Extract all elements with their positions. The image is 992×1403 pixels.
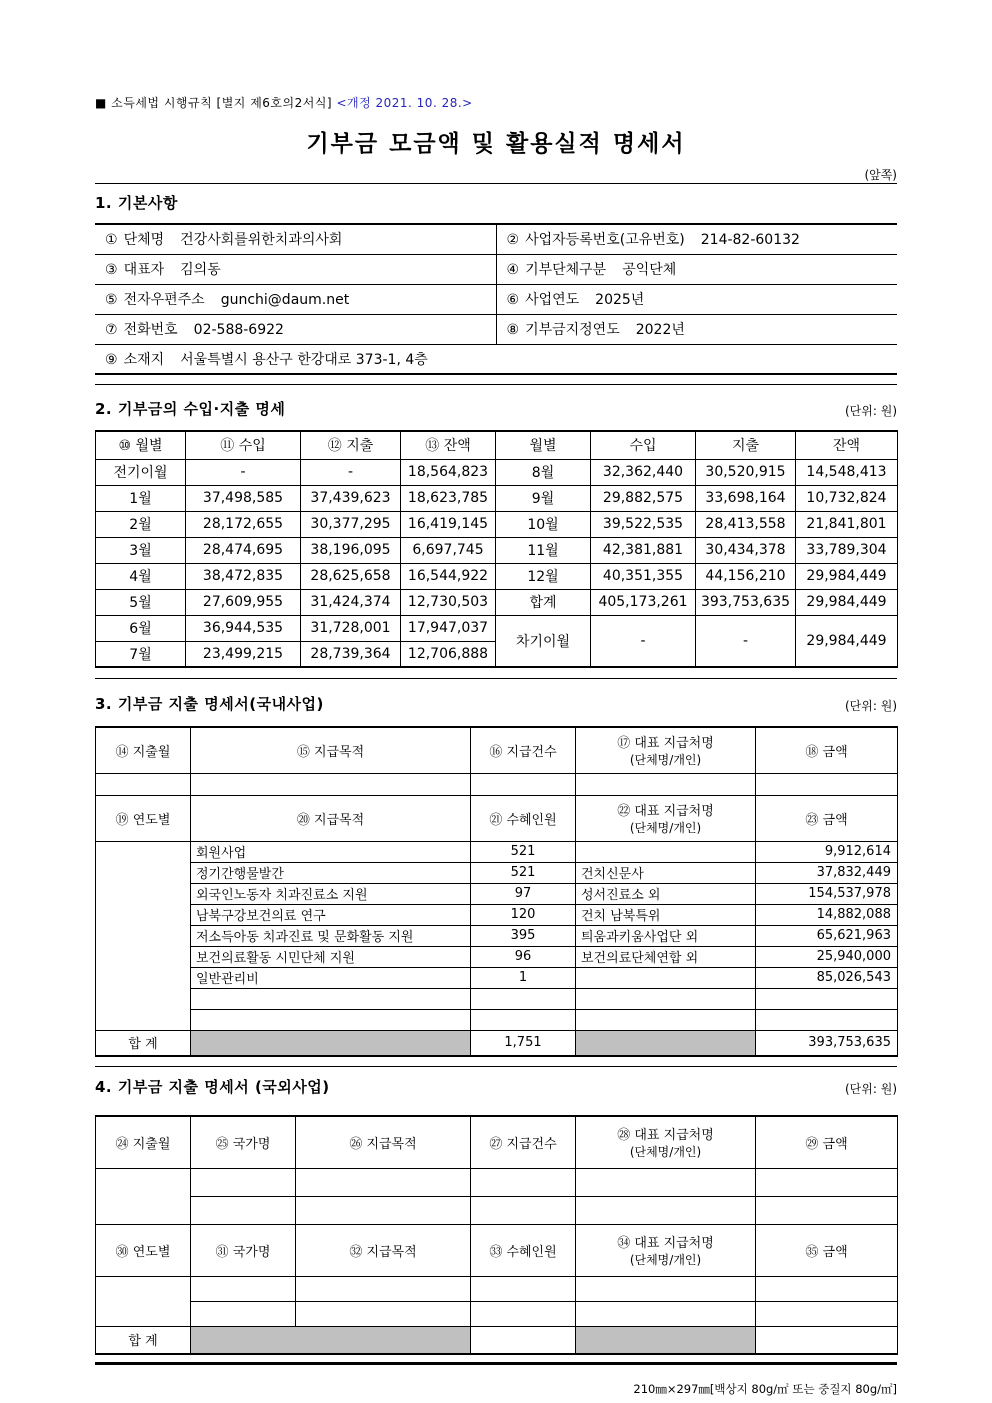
count-cell: 521 (471, 862, 576, 883)
column-header: 수입 (591, 431, 696, 459)
column-header: ㉑ 수혜인원 (471, 795, 576, 841)
table-row (96, 485, 898, 511)
table-cell: 28,172,655 (186, 511, 301, 537)
table-cell: 4월 (96, 563, 186, 589)
purpose-cell: 일반관리비 (191, 967, 471, 988)
field-designation-year (496, 314, 897, 344)
table-cell: 18,623,785 (401, 485, 496, 511)
table-cell (296, 1168, 471, 1196)
column-header: 지출 (696, 431, 796, 459)
table-cell: 31,728,001 (301, 615, 401, 641)
field-value: 건강사회를위한치과의사회 (180, 232, 343, 249)
table-cell: 합계 (496, 589, 591, 615)
column-header: ㉓ 금액 (756, 795, 898, 841)
domestic-expense-table (95, 726, 898, 1057)
divider (95, 678, 897, 679)
table-cell: 38,196,095 (301, 537, 401, 563)
table-row (96, 563, 898, 589)
table-header-row (96, 1116, 898, 1168)
field-phone (95, 314, 496, 344)
count-cell: 97 (471, 883, 576, 904)
unit-label: (단위: 원) (845, 699, 897, 713)
count-cell: 120 (471, 904, 576, 925)
table-row (96, 1168, 898, 1196)
table-cell: 18,564,823 (401, 459, 496, 485)
column-header: ㉒ 대표 지급처명 (단체명/개인) (576, 795, 756, 841)
table-row (95, 284, 897, 314)
field-address (95, 344, 897, 374)
table-cell: 14,548,413 (796, 459, 898, 485)
shaded-cell (191, 1326, 471, 1354)
basic-info-table (95, 223, 897, 375)
overseas-expense-table (95, 1115, 898, 1355)
table-cell: 393,753,635 (696, 589, 796, 615)
form-reference-text: ■ 소득세법 시행규칙 [별지 제6호의2서식] (95, 96, 333, 110)
unit-label: (단위: 원) (845, 1082, 897, 1096)
table-cell: 11월 (496, 537, 591, 563)
table-cell: 29,984,449 (796, 589, 898, 615)
column-header: ㉖ 지급목적 (296, 1116, 471, 1168)
column-header: ㉝ 수혜인원 (471, 1224, 576, 1276)
table-cell: 10월 (496, 511, 591, 537)
table-cell (296, 1276, 471, 1301)
field-label: ③ 대표자 (105, 262, 165, 278)
table-cell (576, 1301, 756, 1326)
shaded-cell (576, 1326, 756, 1354)
table-cell: 30,520,915 (696, 459, 796, 485)
column-header: ⑭ 지출월 (96, 727, 191, 773)
table-cell: 37,498,585 (186, 485, 301, 511)
purpose-cell: 회원사업 (191, 841, 471, 862)
table-cell (576, 1196, 756, 1224)
payee-cell: 보건의료단체연합 외 (576, 946, 756, 967)
table-cell: 2월 (96, 511, 186, 537)
payee-cell (576, 967, 756, 988)
table-cell (756, 1301, 898, 1326)
field-value: 2025년 (595, 292, 645, 308)
page-title: 기부금 모금액 및 활용실적 명세서 (306, 131, 686, 157)
payee-cell (576, 1009, 756, 1030)
divider (95, 183, 897, 184)
table-row (96, 967, 898, 988)
count-cell (471, 1009, 576, 1030)
table-cell (191, 1301, 296, 1326)
total-row (96, 1326, 898, 1354)
revision-note: <개정 2021. 10. 28.> (336, 96, 473, 110)
count-cell: 521 (471, 841, 576, 862)
total-label: 합 계 (96, 1030, 191, 1056)
purpose-cell: 남북구강보건의료 연구 (191, 904, 471, 925)
section4-header (95, 1076, 897, 1097)
table-cell (191, 1196, 296, 1224)
table-row (96, 862, 898, 883)
amount-cell: 14,882,088 (756, 904, 898, 925)
field-value: 공익단체 (622, 262, 677, 278)
paper-spec-footer: 210㎜×297㎜[백상지 80g/㎡ 또는 중질지 80g/㎡] (633, 1382, 897, 1396)
table-row (96, 589, 898, 615)
column-header: ㉗ 지급건수 (471, 1116, 576, 1168)
table-header-row (96, 431, 898, 459)
table-cell: 12,730,503 (401, 589, 496, 615)
table-cell: 28,625,658 (301, 563, 401, 589)
purpose-cell: 정기간행물발간 (191, 862, 471, 883)
year-cell (96, 841, 191, 1030)
table-cell: 12월 (496, 563, 591, 589)
field-org-name (95, 224, 496, 254)
column-header: ㉘ 대표 지급처명 (단체명/개인) (576, 1116, 756, 1168)
amount-cell: 37,832,449 (756, 862, 898, 883)
amount-cell: 65,621,963 (756, 925, 898, 946)
amount-cell: 154,537,978 (756, 883, 898, 904)
table-cell (471, 1301, 576, 1326)
table-row (96, 773, 898, 795)
section1-title: 1. 기본사항 (95, 194, 178, 212)
field-email (95, 284, 496, 314)
bottom-rule (95, 1362, 897, 1365)
table-cell: 29,882,575 (591, 485, 696, 511)
field-label: ⑧ 기부금지정연도 (506, 322, 620, 338)
payee-cell: 틔움과키움사업단 외 (576, 925, 756, 946)
table-row (95, 314, 897, 344)
field-value: 김의동 (180, 262, 221, 278)
amount-cell (756, 1009, 898, 1030)
section3-title: 3. 기부금 지출 명세서(국내사업) (95, 695, 324, 713)
table-row (96, 988, 898, 1009)
count-cell: 395 (471, 925, 576, 946)
table-cell (576, 1276, 756, 1301)
field-value: 214-82-60132 (700, 232, 800, 249)
table-row (96, 1009, 898, 1030)
table-header-row (96, 1224, 898, 1276)
table-cell: 29,984,449 (796, 615, 898, 667)
table-cell: 29,984,449 (796, 563, 898, 589)
table-cell: 16,419,145 (401, 511, 496, 537)
table-cell (471, 1196, 576, 1224)
field-value: 서울특별시 용산구 한강대로 373-1, 4층 (180, 351, 428, 368)
payee-cell: 성서진료소 외 (576, 883, 756, 904)
table-cell: 1월 (96, 485, 186, 511)
total-count (471, 1326, 576, 1354)
total-amount (756, 1326, 898, 1354)
table-cell: 27,609,955 (186, 589, 301, 615)
count-cell (471, 988, 576, 1009)
table-cell (191, 773, 471, 795)
table-row (95, 344, 897, 374)
table-row (96, 511, 898, 537)
payee-cell (576, 841, 756, 862)
table-cell: 16,544,922 (401, 563, 496, 589)
table-cell: 28,739,364 (301, 641, 401, 667)
section3-header (95, 693, 897, 714)
field-business-number (496, 224, 897, 254)
table-cell: 5월 (96, 589, 186, 615)
column-header: ㉙ 금액 (756, 1116, 898, 1168)
amount-cell: 85,026,543 (756, 967, 898, 988)
table-cell (756, 1168, 898, 1196)
table-cell: 전기이월 (96, 459, 186, 485)
total-count: 1,751 (471, 1030, 576, 1056)
table-cell: 42,381,881 (591, 537, 696, 563)
table-cell: 10,732,824 (796, 485, 898, 511)
table-cell: 28,413,558 (696, 511, 796, 537)
table-cell: 23,499,215 (186, 641, 301, 667)
table-cell: 9월 (496, 485, 591, 511)
column-header: ⑩ 월별 (96, 431, 186, 459)
table-cell (576, 773, 756, 795)
amount-cell: 9,912,614 (756, 841, 898, 862)
field-label: ① 단체명 (105, 232, 165, 249)
purpose-cell (191, 988, 471, 1009)
table-cell (576, 1168, 756, 1196)
column-header: ㉔ 지출월 (96, 1116, 191, 1168)
income-expense-table (95, 430, 898, 668)
table-row (96, 904, 898, 925)
column-header: ㉛ 국가명 (191, 1224, 296, 1276)
form-content (95, 0, 897, 1397)
section2-title: 2. 기부금의 수입·지출 명세 (95, 400, 286, 418)
table-cell: 7월 (96, 641, 186, 667)
table-row (96, 1301, 898, 1326)
table-row (95, 254, 897, 284)
table-row (96, 615, 898, 641)
table-cell (96, 773, 191, 795)
column-header: ㉚ 연도별 (96, 1224, 191, 1276)
table-cell: 405,173,261 (591, 589, 696, 615)
column-header: ㉟ 금액 (756, 1224, 898, 1276)
table-row (95, 224, 897, 254)
table-cell: 33,789,304 (796, 537, 898, 563)
table-cell: 30,377,295 (301, 511, 401, 537)
field-business-year (496, 284, 897, 314)
table-header-row (96, 727, 898, 773)
column-header: ㉜ 지급목적 (296, 1224, 471, 1276)
field-org-type (496, 254, 897, 284)
field-value: gunchi@daum.net (220, 292, 350, 308)
column-header: ㉕ 국가명 (191, 1116, 296, 1168)
field-label: ⑤ 전자우편주소 (105, 292, 205, 308)
table-cell: 39,522,535 (591, 511, 696, 537)
payee-cell: 건치신문사 (576, 862, 756, 883)
table-cell: - (186, 459, 301, 485)
shaded-cell (576, 1030, 756, 1056)
table-cell (296, 1301, 471, 1326)
table-cell (471, 773, 576, 795)
field-representative (95, 254, 496, 284)
column-header: ⑰ 대표 지급처명 (단체명/개인) (576, 727, 756, 773)
month-cell (96, 1168, 191, 1224)
page-side-label: (앞쪽) (864, 168, 897, 182)
field-label: ⑨ 소재지 (105, 351, 165, 368)
purpose-cell: 외국인노동자 치과진료소 지원 (191, 883, 471, 904)
column-header: ⑪ 수입 (186, 431, 301, 459)
shaded-cell (191, 1030, 471, 1056)
table-row (96, 925, 898, 946)
table-cell (191, 1168, 296, 1196)
field-label: ⑥ 사업연도 (506, 292, 580, 308)
table-cell: 44,156,210 (696, 563, 796, 589)
table-cell: - (591, 615, 696, 667)
column-header: ⑱ 금액 (756, 727, 898, 773)
table-header-row (96, 795, 898, 841)
table-cell (471, 1276, 576, 1301)
table-cell: - (301, 459, 401, 485)
table-cell: 28,474,695 (186, 537, 301, 563)
table-row (96, 1276, 898, 1301)
payee-cell (576, 988, 756, 1009)
table-cell: 6월 (96, 615, 186, 641)
table-cell: 38,472,835 (186, 563, 301, 589)
column-header: ⑬ 잔액 (401, 431, 496, 459)
table-row (96, 459, 898, 485)
table-row (96, 883, 898, 904)
table-cell: 3월 (96, 537, 186, 563)
section2-header (95, 398, 897, 419)
column-header: ⑯ 지급건수 (471, 727, 576, 773)
total-row (96, 1030, 898, 1056)
total-label: 합 계 (96, 1326, 191, 1354)
table-cell: 31,424,374 (301, 589, 401, 615)
column-header: ⑳ 지급목적 (191, 795, 471, 841)
table-cell: 6,697,745 (401, 537, 496, 563)
column-header: ⑮ 지급목적 (191, 727, 471, 773)
table-cell (296, 1196, 471, 1224)
amount-cell (756, 988, 898, 1009)
section4-title: 4. 기부금 지출 명세서 (국외사업) (95, 1078, 330, 1096)
table-row (96, 841, 898, 862)
table-row (96, 946, 898, 967)
total-amount: 393,753,635 (756, 1030, 898, 1056)
table-cell: 33,698,164 (696, 485, 796, 511)
payee-cell: 건치 남북특위 (576, 904, 756, 925)
table-cell: 8월 (496, 459, 591, 485)
year-cell (96, 1276, 191, 1326)
field-label: ④ 기부단체구분 (506, 262, 607, 278)
table-cell: 40,351,355 (591, 563, 696, 589)
amount-cell: 25,940,000 (756, 946, 898, 967)
table-cell: 30,434,378 (696, 537, 796, 563)
field-label: ⑦ 전화번호 (105, 322, 178, 338)
column-header: 잔액 (796, 431, 898, 459)
table-row (96, 1196, 898, 1224)
column-header: ⑫ 지출 (301, 431, 401, 459)
field-value: 02-588-6922 (193, 322, 284, 338)
table-cell (756, 1196, 898, 1224)
column-header: 월별 (496, 431, 591, 459)
table-cell: 36,944,535 (186, 615, 301, 641)
table-cell: 37,439,623 (301, 485, 401, 511)
purpose-cell: 저소득아동 치과진료 및 문화활동 지원 (191, 925, 471, 946)
count-cell: 96 (471, 946, 576, 967)
form-reference-line (95, 94, 897, 111)
divider (95, 1066, 897, 1067)
table-cell (756, 773, 898, 795)
table-cell: 32,362,440 (591, 459, 696, 485)
table-cell (756, 1276, 898, 1301)
field-label: ② 사업자등록번호(고유번호) (506, 232, 685, 249)
unit-label: (단위: 원) (845, 404, 897, 418)
field-value: 2022년 (635, 322, 685, 338)
column-header: ⑲ 연도별 (96, 795, 191, 841)
table-cell: 21,841,801 (796, 511, 898, 537)
table-cell: 12,706,888 (401, 641, 496, 667)
table-cell: 17,947,037 (401, 615, 496, 641)
table-cell (471, 1168, 576, 1196)
table-cell: - (696, 615, 796, 667)
table-cell: 차기이월 (496, 615, 591, 667)
count-cell: 1 (471, 967, 576, 988)
column-header: ㉞ 대표 지급처명 (단체명/개인) (576, 1224, 756, 1276)
divider (95, 384, 897, 385)
table-row (96, 537, 898, 563)
purpose-cell: 보건의료활동 시민단체 지원 (191, 946, 471, 967)
table-cell (191, 1276, 296, 1301)
purpose-cell (191, 1009, 471, 1030)
